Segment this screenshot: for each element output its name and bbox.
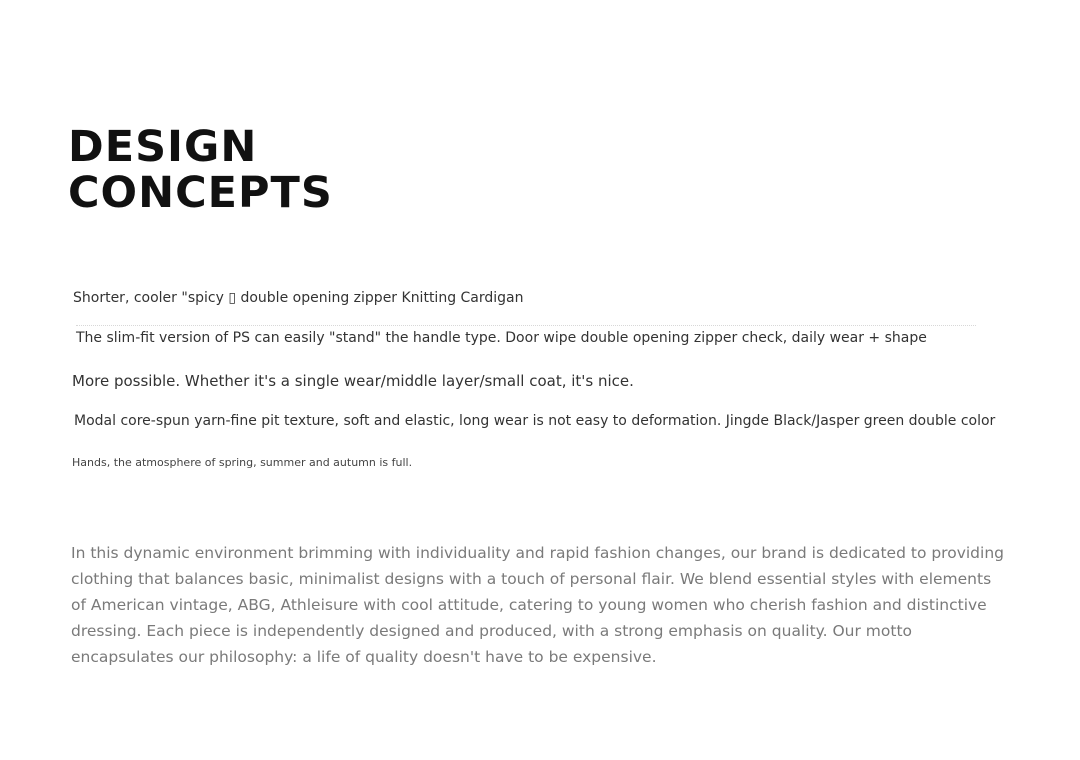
description-line-1: Shorter, cooler "spicy ▯ double opening zipper Knitting Cardigan <box>73 290 524 306</box>
title-line-2: CONCEPTS <box>68 168 333 218</box>
description-line-5: Hands, the atmosphere of spring, summer and autumn is full. <box>72 456 413 469</box>
description-line-2: The slim-fit version of PS can easily "stand" the handle type. Door wipe double opening zipper check, daily wear + shape <box>76 330 927 346</box>
title-line-1: DESIGN <box>68 122 258 172</box>
brand-paragraph: In this dynamic environment brimming with individuality and rapid fashion changes, our brand is dedicated to providing clothing that balances basic, minimalist designs with a touch of personal flair. We blend essential styles with elements of American vintage, ABG, Athleisure with cool attitude, catering to young women who cherish fashion and distinctive dressing. Each piece is independently designed and produced, with a strong emphasis on quality. Our motto encapsulates our philosophy: a life of quality doesn't have to be expensive. <box>71 544 1004 666</box>
decorative-divider <box>76 325 976 327</box>
page-title <box>68 124 333 216</box>
description-line-4: Modal core-spun yarn-fine pit texture, soft and elastic, long wear is not easy to deformation. Jingde Black/Jasper green double color <box>74 413 996 429</box>
description-line-3: More possible. Whether it's a single wear/middle layer/small coat, it's nice. <box>72 372 634 390</box>
